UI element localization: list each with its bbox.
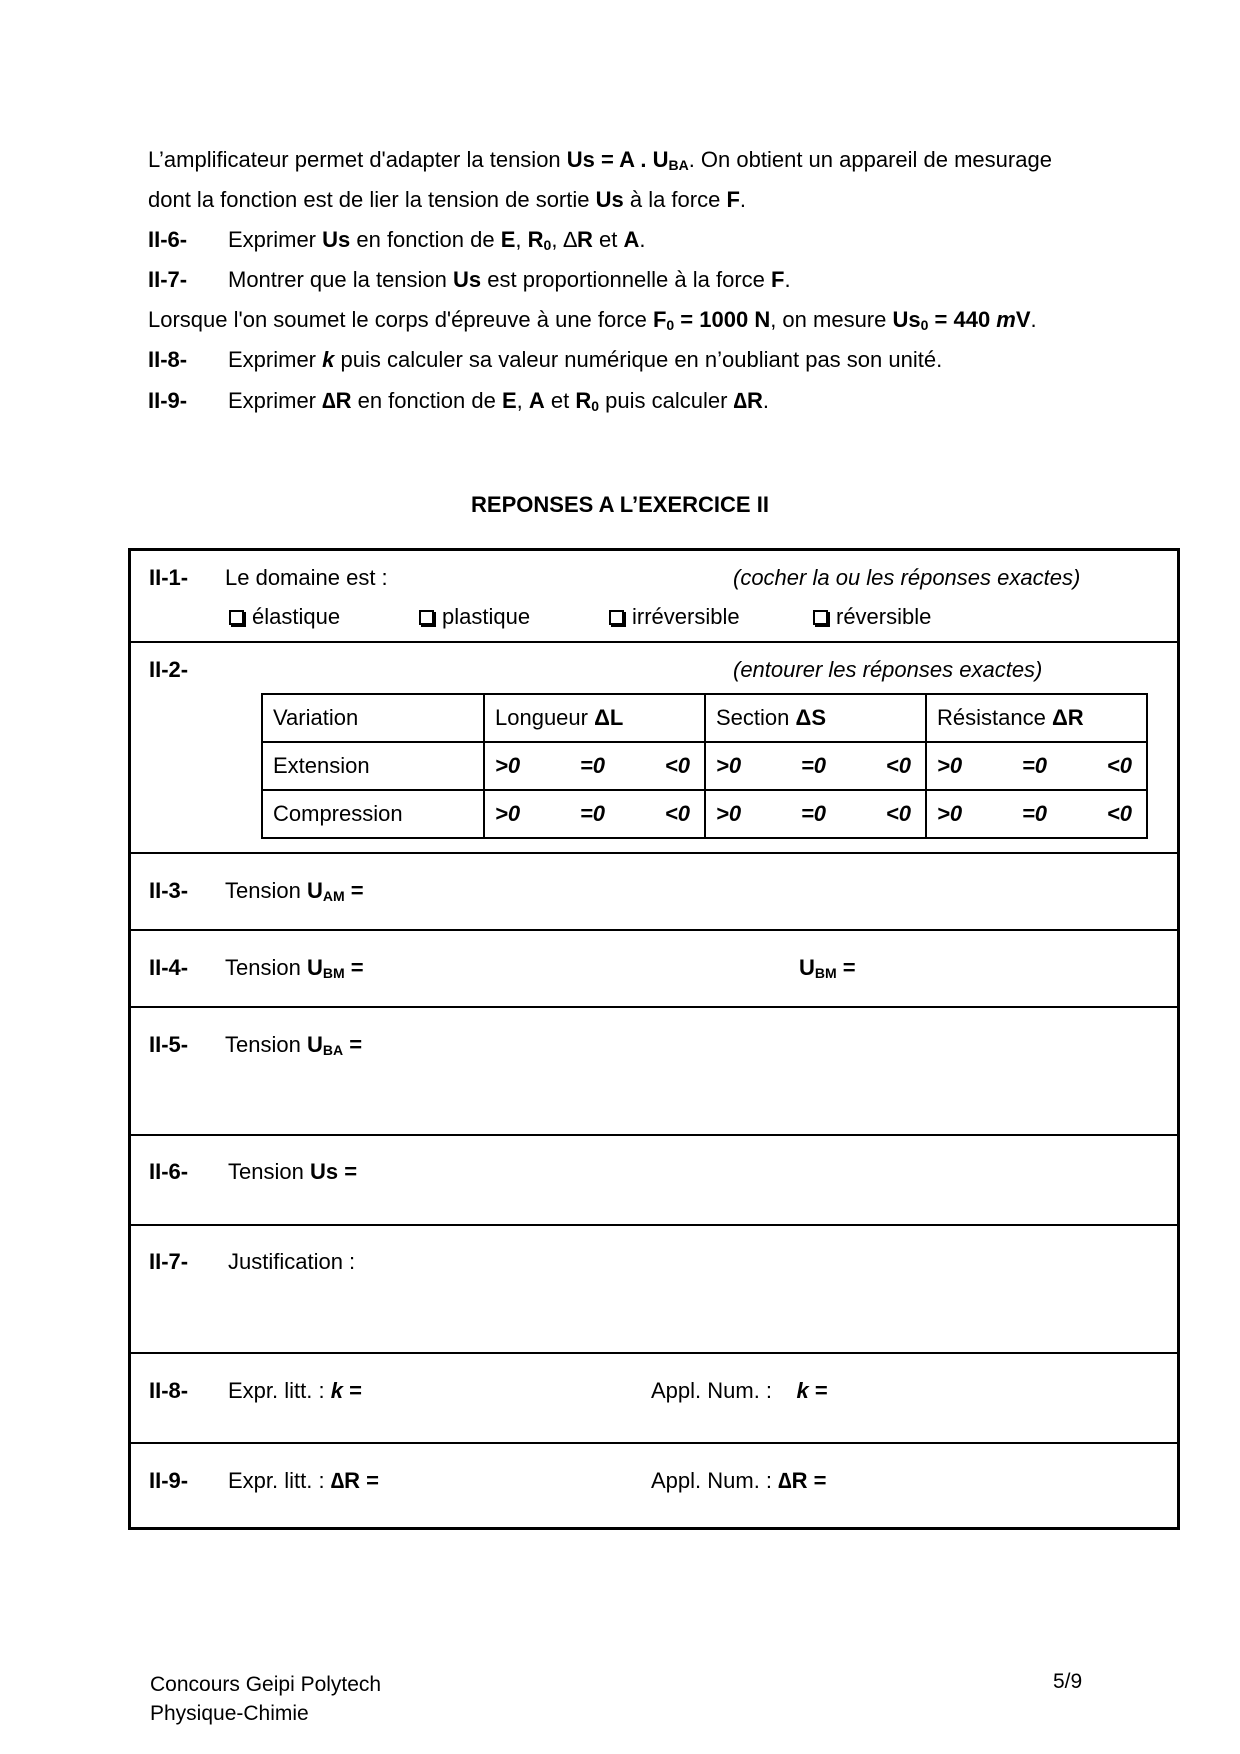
header-text: Résistance [937, 705, 1052, 730]
text: . [739, 187, 747, 212]
text: Montrer que la tension [228, 267, 454, 292]
formula: = [343, 1032, 363, 1057]
formula: V [1015, 307, 1031, 332]
checkbox-icon[interactable] [419, 610, 434, 625]
subscript: BA [668, 157, 689, 173]
answer-field-dr-num[interactable] [651, 1468, 826, 1494]
option-pos[interactable]: >0 [937, 801, 963, 826]
formula: F [652, 307, 667, 332]
header-text: Longueur [495, 705, 595, 730]
question-ii-7 [148, 267, 791, 293]
answer-number: II-2- [149, 657, 189, 682]
subscript: 0 [543, 237, 552, 253]
text: et [544, 388, 576, 413]
formula: Us = A . U [566, 147, 669, 172]
formula: U [306, 1032, 323, 1057]
options-cell [705, 742, 926, 790]
option-neg[interactable]: <0 [1106, 801, 1132, 826]
formula: F [726, 187, 740, 212]
formula: Us [453, 267, 482, 292]
formula: Us = [309, 1159, 358, 1184]
divider [131, 852, 1177, 854]
answer-number: II-1- [149, 565, 189, 590]
answer-number: II-5- [149, 1032, 189, 1057]
checkbox-irreversible[interactable] [609, 604, 740, 630]
answer-field-ubm[interactable] [225, 955, 364, 981]
header-variation: Variation [262, 694, 484, 742]
option-pos[interactable]: >0 [937, 753, 963, 778]
formula: k [322, 347, 335, 372]
answer-number: II-9- [149, 1468, 189, 1493]
divider [131, 1442, 1177, 1444]
text: Tension [225, 1032, 307, 1057]
table-row [262, 694, 1147, 742]
checkbox-icon[interactable] [813, 610, 828, 625]
checkbox-reversible[interactable] [813, 604, 931, 630]
answer-field-dr-expr[interactable] [228, 1468, 379, 1494]
answer-field-ubm-value[interactable] [799, 955, 856, 981]
formula: A [623, 227, 640, 252]
formula: ∆R = [330, 1468, 380, 1493]
formula: ∆R [733, 388, 763, 413]
formula: R [577, 227, 593, 252]
question-number: II-8- [148, 347, 188, 372]
formula: R [575, 388, 592, 413]
text: Expr. litt. : [228, 1468, 331, 1493]
row-compression: Compression [262, 790, 484, 838]
checkbox-icon[interactable] [609, 610, 624, 625]
text: Lorsque l'on soumet le corps d'épreuve à une force [148, 307, 653, 332]
checkbox-elastique[interactable] [229, 604, 340, 630]
option-zero[interactable]: =0 [1021, 753, 1048, 778]
header-symbol: ΔL [594, 705, 624, 730]
text: L’amplificateur permet d'adapter la tension [148, 147, 567, 172]
text: Exprimer [228, 388, 323, 413]
option-neg[interactable]: <0 [885, 753, 911, 778]
answer-field-k-expr[interactable] [228, 1378, 362, 1404]
answer-number: II-6- [149, 1159, 189, 1184]
formula: = 1000 N [674, 307, 771, 332]
answer-box [128, 548, 1180, 1530]
answer-field-us[interactable] [228, 1159, 357, 1185]
formula: U [306, 878, 323, 903]
formula: R [527, 227, 544, 252]
page-number: 5/9 [1053, 1670, 1083, 1693]
text: dont la fonction est de lier la tension de sortie [148, 187, 596, 212]
formula: k [330, 1378, 343, 1403]
answer-number: II-4- [149, 955, 189, 980]
options-cell [705, 790, 926, 838]
divider [131, 1006, 1177, 1008]
question-number: II-9- [148, 388, 188, 413]
text: , [515, 227, 528, 252]
option-neg[interactable]: <0 [1106, 753, 1132, 778]
question-ii-6 [148, 227, 645, 253]
answer-number: II-3- [149, 878, 189, 903]
options-cell [926, 790, 1147, 838]
text: Tension [225, 955, 307, 980]
subscript: 0 [920, 317, 929, 333]
text: , on mesure [770, 307, 893, 332]
formula: = [836, 955, 856, 980]
divider [131, 929, 1177, 931]
answers-title: REPONSES A L’EXERCICE II [471, 492, 769, 517]
formula: m [996, 307, 1016, 332]
check-hint: (cocher la ou les réponses exactes) [733, 565, 1081, 590]
answer-number: II-8- [149, 1378, 189, 1403]
text: , ∆ [551, 227, 577, 252]
option-neg[interactable]: <0 [664, 801, 690, 826]
text: puis calculer [599, 388, 734, 413]
text: Appl. Num. : [651, 1378, 797, 1403]
header-section [705, 694, 926, 742]
header-text: Section [716, 705, 796, 730]
force-statement [148, 307, 1037, 333]
text: Expr. litt. : [228, 1378, 331, 1403]
answer-number: II-7- [149, 1249, 189, 1274]
option-neg[interactable]: <0 [664, 753, 690, 778]
footer-subject: Physique-Chimie [150, 1702, 309, 1725]
header-longueur [484, 694, 705, 742]
formula: ∆R [322, 388, 352, 413]
formula: Us [595, 187, 624, 212]
circle-hint: (entourer les réponses exactes) [733, 657, 1043, 682]
question-number: II-6- [148, 227, 188, 252]
formula: = [344, 878, 364, 903]
text: . [639, 227, 646, 252]
option-pos[interactable]: >0 [716, 801, 742, 826]
text: et [592, 227, 624, 252]
divider [131, 1224, 1177, 1226]
options-cell [484, 742, 705, 790]
formula: k [796, 1378, 809, 1403]
formula: Us [892, 307, 921, 332]
subscript: 0 [666, 317, 675, 333]
options-cell [926, 742, 1147, 790]
option-zero[interactable]: =0 [579, 801, 606, 826]
checkbox-icon[interactable] [229, 610, 244, 625]
answer-field-justification[interactable]: Justification : [228, 1249, 356, 1274]
option-pos[interactable]: >0 [495, 801, 521, 826]
formula: = 440 [928, 307, 997, 332]
formula: = [342, 1378, 362, 1403]
checkbox-label: irréversible [632, 604, 740, 629]
intro-line-1 [148, 147, 1052, 173]
header-resistance [926, 694, 1147, 742]
text: . [762, 388, 770, 413]
formula: E [500, 227, 516, 252]
header-symbol: ΔR [1051, 705, 1084, 730]
answer-field-k-num[interactable] [651, 1378, 828, 1404]
divider [131, 1352, 1177, 1354]
formula: = [344, 955, 364, 980]
text: est proportionnelle à la force [481, 267, 771, 292]
intro-line-2 [148, 187, 746, 213]
checkbox-label: plastique [442, 604, 531, 629]
option-zero[interactable]: =0 [800, 753, 827, 778]
text: Tension [225, 878, 307, 903]
row-extension: Extension [262, 742, 484, 790]
text: à la force [623, 187, 727, 212]
text: en fonction de [350, 227, 501, 252]
header-symbol: ΔS [795, 705, 826, 730]
question-ii-9 [148, 388, 769, 414]
option-zero[interactable]: =0 [579, 753, 606, 778]
text: Exprimer [228, 227, 323, 252]
answer-field-uba[interactable] [225, 1032, 362, 1058]
table-row [262, 742, 1147, 790]
option-zero[interactable]: =0 [800, 801, 827, 826]
formula: F [771, 267, 785, 292]
divider [131, 641, 1177, 643]
question-ii-8 [148, 347, 942, 373]
formula: U [799, 955, 815, 980]
text: . On obtient un appareil de mesurage [688, 147, 1052, 172]
formula: Us [322, 227, 351, 252]
variation-table [261, 693, 1148, 839]
subscript: 0 [591, 398, 600, 414]
formula: ∆R = [778, 1468, 827, 1493]
subscript: AM [322, 888, 345, 904]
answer-field-uam[interactable] [225, 878, 364, 904]
text: , [516, 388, 529, 413]
divider [131, 1134, 1177, 1136]
option-pos[interactable]: >0 [495, 753, 521, 778]
subscript: BA [322, 1042, 344, 1058]
text: Exprimer [228, 347, 323, 372]
checkbox-label: réversible [836, 604, 932, 629]
options-cell [484, 790, 705, 838]
formula: E [501, 388, 517, 413]
checkbox-plastique[interactable] [419, 604, 530, 630]
domain-label: Le domaine est : [225, 565, 388, 590]
checkbox-label: élastique [252, 604, 341, 629]
option-neg[interactable]: <0 [885, 801, 911, 826]
subscript: BM [814, 965, 837, 981]
option-zero[interactable]: =0 [1021, 801, 1048, 826]
text: en fonction de [351, 388, 502, 413]
formula: U [306, 955, 323, 980]
text: . [784, 267, 791, 292]
text: . [1030, 307, 1037, 332]
text: Tension [228, 1159, 310, 1184]
text: puis calculer sa valeur numérique en n’oubliant pas son unité. [334, 347, 943, 372]
question-number: II-7- [148, 267, 188, 292]
option-pos[interactable]: >0 [716, 753, 742, 778]
text: Appl. Num. : [651, 1468, 779, 1493]
formula: = [808, 1378, 828, 1403]
footer-contest: Concours Geipi Polytech [150, 1673, 382, 1696]
subscript: BM [322, 965, 345, 981]
table-row [262, 790, 1147, 838]
formula: A [528, 388, 545, 413]
